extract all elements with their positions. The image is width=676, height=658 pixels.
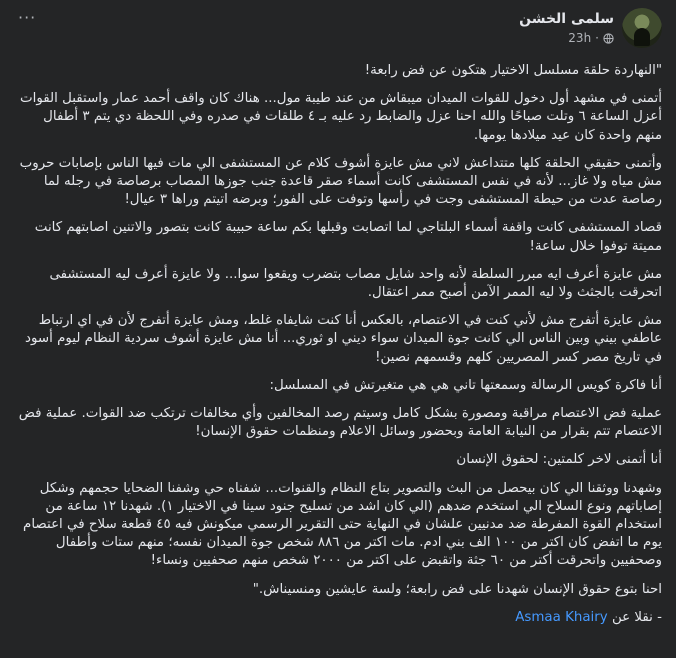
author-name[interactable]: سلمى الخشن xyxy=(519,11,614,27)
post-header xyxy=(14,8,662,56)
post-time[interactable]: 23h xyxy=(568,31,592,45)
post-paragraph: وشهدنا ووثقنا الي كان بيحصل من البث والتصوير بتاع النظام والقنوات... شفناه حي وشفنا الضحايا حجمهم وشكل إصاباتهم ونوع السلاح الي استخدم ضدهم (الي كان اشد من تسليح جنود سينا في الاختيار ١). شهدنا ١٢ ساعة من استخدام القوة المفرطة ضد مدنيين علشان في النهاية حتى التقرير الرسمي ميكونش فيه ٤٥ قطعة سلاح في اعتصام يوم ما اتفض كان اكتر من ١٠٠ الف بني ادم. مات اكتر من ٨٨٦ شخص جوة الميدان نفسه؛ منهم ستات وأطفال وصحفيين واتحرقت أكتر من ٦٠ جثة واتقبض على اكتر من ٢٠٠٠ شخص منهم صحفيين ونساء! xyxy=(23,480,662,569)
post-subline xyxy=(519,30,614,46)
author-avatar[interactable] xyxy=(622,8,662,48)
post-paragraph: أتمنى في مشهد أول دخول للقوات الميدان ميبقاش من عند طيبة مول... هناك كان واقف أحمد عمار واستقبل القوات أعزل الساعة ٦ وتلت صباحًا والله احنا عزل والضابط رد عليه بـ ٤ طلقات في صدره وفي اللحظة دي يتم ٣ أطفال منهم واحدة كان عيد ميلادها يومها. xyxy=(20,91,662,143)
post-paragraph: احنا بتوع حقوق الإنسان شهدنا على فض رابعة؛ ولسة عايشين ومنسيناش." xyxy=(252,581,662,597)
credit-line xyxy=(14,609,662,627)
post-meta xyxy=(519,8,614,46)
post-paragraph: أنا أتمنى لاخر كلمتين: لحقوق الإنسان xyxy=(456,452,662,468)
post-paragraph: مش عايزة أتفرج مش لأني كنت في الاعتصام، بالعكس أنا كنت شايفاه غلط، ومش عايزة أتفرج لأن في اي ارتباط عاطفي بيني وبين الناس الي كانت جوة الميدان سواء ديني او ثوري... أنا مش عايزة أشوف سردية النظام ليوم أسود في تاريخ مصر كسر المصريين كلهم وقسمهم نصين! xyxy=(25,313,662,365)
credit-prefix: - نقلا عن xyxy=(611,609,662,625)
post-body xyxy=(14,62,662,627)
separator-dot: · xyxy=(595,31,599,45)
post-paragraph: وأتمنى حقيقي الحلقة كلها متتداعش لاني مش عايزة أشوف كلام عن المستشفى الي مات فيها الناس بإصابات حروب مش مياه ولا غاز... لأنه في نفس المستشفى كانت أسماء صقر قاعدة جنب جوزها المصاب برصاصة في رجله لما رصاصة عدت من حيطة المستشفى وجت في رأسها وتوفت على الفور؛ وبرضه اتيتم وراها ٣ عيال! xyxy=(19,155,662,208)
more-options-icon[interactable]: ··· xyxy=(18,8,37,27)
globe-icon[interactable] xyxy=(603,33,614,44)
credit-link[interactable]: Asmaa Khairy xyxy=(515,609,608,625)
post-paragraph: مش عايزة أعرف ايه مبرر السلطة لأنه واحد شايل مصاب بتضرب ويقعوا سوا... ولا عايزة أعرف ليه المستشفى اتحرقت بالجثث ولا ليه الممر الآمن أصبح ممر اعتقال. xyxy=(49,266,662,301)
post-paragraph: "النهاردة حلقة مسلسل الاختيار هتكون عن فض رابعة! xyxy=(364,63,662,78)
post-paragraph: قصاد المستشفى كانت واقفة أسماء البلتاجي لما اتصابت وقبلها بكم ساعة حبيبة كانت بتصور والاتنين اصابتهم كانت مميتة توفوا خلال ساعة! xyxy=(34,220,662,254)
post-paragraph: عملية فض الاعتصام مراقبة ومصورة بشكل كامل وسيتم رصد المخالفين وأي مخالفات ترتكب ضد القوات. عملية فض الاعتصام تتم بقرار من النيابة العامة وبحضور وسائل الاعلام ومنظمات حقوق الإنسان! xyxy=(18,406,662,440)
post-paragraph: أنا فاكرة كويس الرسالة وسمعتها تاني هي هي متغيرتش في المسلسل: xyxy=(269,377,662,393)
